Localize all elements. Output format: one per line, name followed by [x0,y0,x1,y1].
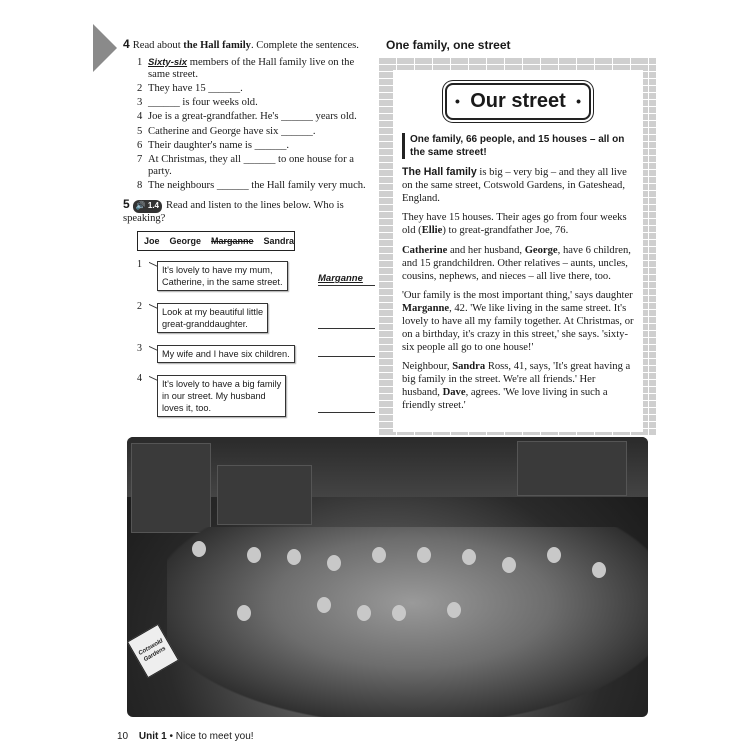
speech-list: 1 It's lovely to have my mum, Catherine, in the same street. Marganne 2 Look at my beautiful little great-granddaughter. 3 My wife and I have six children. 4 It's lovely to have a big family in our street. My husband loves it, too. [123,251,378,421]
article-paragraph: 'Our family is the most important thing,' says daughter Marganne, 42. 'We like living in the same street. It's lovely to have all my family together. At Christmas, or on a birthday, it's crazy in this street,' she says. 'sixty-six people all go to one house!' [402,290,634,353]
photo-house [131,443,211,533]
answer-line[interactable] [318,345,375,357]
person-head [547,547,561,563]
person-head [392,605,406,621]
speech-bubble: It's lovely to have a big family in our street. My husband loves it, too. [157,375,286,417]
article-panel [393,70,643,432]
exercise-4-list [137,57,378,193]
family-photo [127,437,648,717]
question-item: 5 Catherine and George have six ______. [137,125,316,137]
person-head [447,602,461,618]
person-head [317,597,331,613]
person-head [192,541,206,557]
street-sign-heading: • Our street • [445,83,591,120]
person-head [592,562,606,578]
person-head [502,557,516,573]
photo-crowd [167,527,648,717]
page-footer: 10 Unit 1 • Nice to meet you! [117,731,254,742]
person-head [237,605,251,621]
page-number: 10 [117,731,129,742]
article-paragraph: The Hall family is big – very big – and they all live on the same street, Cotswold Gardens, in Gateshead, England. [402,166,627,204]
speech-bubble: My wife and I have six children. [157,345,295,363]
person-head [357,605,371,621]
person-head [462,549,476,565]
article-paragraph: They have 15 houses. Their ages go from four weeks old (Ellie) to great-grandfather Joe, 76. [402,212,627,237]
question-item: 3 ______ is four weeks old. [137,97,258,109]
answer-field[interactable]: Sixty-six [148,56,188,68]
speech-bubble: Look at my beautiful little great-granddaughter. [157,303,268,333]
answer-line[interactable] [318,401,375,413]
cotswold-gardens-sign: Cotswold Gardens [127,624,179,678]
speech-bubble: It's lovely to have my mum, Catherine, in the same street. [157,261,288,291]
person-head [417,547,431,563]
person-head [247,547,261,563]
section-title: One family, one street [386,38,511,52]
exercise-marker-triangle [93,24,117,72]
audio-track-icon[interactable]: 🔊 1.4 [133,200,162,213]
exercises-column [123,38,378,421]
question-item: 7 At Christmas, they all ______ to one house for a party. [137,153,354,178]
person-head [327,555,341,571]
photo-house [517,441,627,496]
answer-line[interactable] [318,317,375,329]
article-paragraph: Neighbour, Sandra Ross, 41, says, 'It's great having a big family in the street. We're all friends.' Her husband, Dave, agrees. 'We love living in such a friendly street.' [402,361,631,411]
photo-house [217,465,312,525]
question-item: 8 The neighbours ______ the Hall family very much. [137,180,366,192]
person-head [287,549,301,565]
question-item: 1 Sixty-six members of the Hall family live on the same street. [137,56,355,81]
exercise-5-heading: 5 🔊 1.4 Read and listen to the lines below. Who is speaking? [123,197,344,224]
person-head [372,547,386,563]
article-paragraph: Catherine and her husband, George, have 6 children, and 15 grandchildren. Other relatives – aunts, uncles, cousins, nephews, and nieces – all live there, too. [402,244,631,282]
answer-line[interactable]: Marganne [318,273,375,286]
name-box: Joe George Marganne Sandra [137,231,295,251]
question-item: 2 They have 15 ______. [137,83,243,95]
exercise-4-heading: 4 Read about the Hall family. Complete the sentences. [123,37,359,51]
question-item: 4 Joe is a great-grandfather. He's ______ years old. [137,111,357,123]
question-item: 6 Their daughter's name is ______. [137,139,290,151]
article-lead: One family, 66 people, and 15 houses – all on the same street! [402,133,634,159]
